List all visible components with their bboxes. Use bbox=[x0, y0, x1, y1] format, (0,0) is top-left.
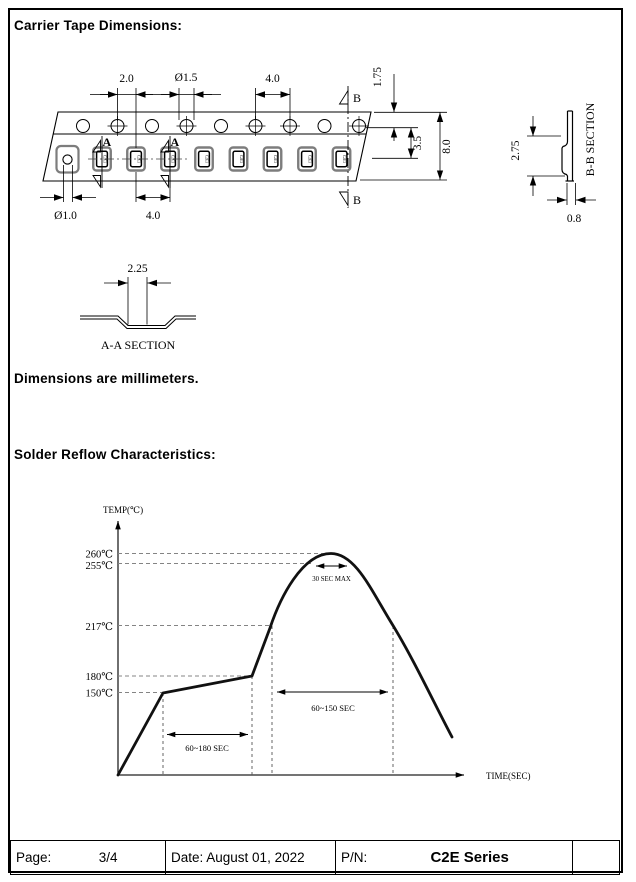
y-tick-labels bbox=[86, 550, 114, 700]
chip-marking: C2E3 bbox=[170, 154, 175, 164]
bb-section-view bbox=[562, 111, 574, 181]
dim-3.5: 3.5 bbox=[412, 135, 424, 151]
carrier-tape-drawing bbox=[0, 50, 636, 240]
pn-value: C2E Series bbox=[430, 849, 509, 866]
chip-marking: C2E3 bbox=[307, 154, 312, 164]
heading-solder-reflow: Solder Reflow Characteristics: bbox=[14, 447, 216, 462]
aa-section-label: A-A SECTION bbox=[100, 338, 176, 352]
aa-section-tape-profile bbox=[80, 316, 196, 329]
annotation-30-sec-max: 30 SEC MAX bbox=[312, 576, 351, 583]
footer-table bbox=[10, 840, 620, 875]
sprocket-hole bbox=[318, 120, 331, 133]
sprocket-hole bbox=[77, 120, 90, 133]
dim-1.5-dia: Ø1.5 bbox=[174, 72, 198, 84]
dim-2.75: 2.75 bbox=[510, 140, 522, 161]
pn-label: P/N: bbox=[341, 850, 368, 865]
section-b-letter: B bbox=[353, 91, 362, 105]
dim-0.8: 0.8 bbox=[566, 213, 582, 225]
chip-marking: C2E3 bbox=[272, 154, 277, 164]
right-dimension-lines bbox=[360, 74, 447, 180]
locating-hole-pocket bbox=[57, 146, 79, 173]
x-axis-title: TIME(SEC) bbox=[486, 771, 531, 781]
footer-pn-cell bbox=[336, 841, 573, 874]
y-axis-title: TEMP(℃) bbox=[103, 505, 144, 515]
note-dimensions-millimeters: Dimensions are millimeters. bbox=[14, 371, 199, 386]
chip-marking: C2E3 bbox=[136, 154, 141, 164]
section-a-letter: A bbox=[102, 135, 112, 149]
sprocket-hole bbox=[146, 120, 159, 133]
reflow-profile-curve bbox=[118, 554, 452, 776]
footer-empty-cell bbox=[573, 841, 619, 874]
chart-axes bbox=[118, 521, 464, 775]
dim-1.75: 1.75 bbox=[372, 66, 384, 88]
annotation-arrows bbox=[167, 566, 388, 735]
tick-150: 150℃ bbox=[85, 688, 113, 700]
footer-page-cell bbox=[11, 841, 166, 874]
chip-marking: C2E3 bbox=[238, 154, 243, 164]
dim-2.0: 2.0 bbox=[119, 73, 134, 85]
dim-4.0-pocket-pitch: 4.0 bbox=[145, 210, 161, 222]
chip-marking: C2E3 bbox=[341, 154, 346, 164]
dim-1.0-dia: Ø1.0 bbox=[54, 210, 77, 222]
chip-marking: C2E3 bbox=[102, 154, 107, 164]
annotation-60-150-sec: 60~150 SEC bbox=[311, 703, 355, 713]
tick-260: 260℃ bbox=[85, 549, 113, 561]
aa-section-view bbox=[0, 250, 260, 360]
dim-8.0: 8.0 bbox=[441, 139, 453, 154]
section-a-letter: A bbox=[170, 135, 180, 149]
tick-217: 217℃ bbox=[85, 622, 113, 633]
aa-section-dimensions bbox=[104, 277, 171, 325]
sprocket-hole bbox=[215, 120, 228, 133]
dim-2.25: 2.25 bbox=[127, 263, 148, 275]
chip-marking: C2E3 bbox=[204, 154, 209, 164]
footer-date-cell bbox=[166, 841, 336, 874]
page-number: 3/4 bbox=[98, 850, 118, 865]
top-dimension-lines bbox=[90, 88, 290, 148]
date-value: Date: August 01, 2022 bbox=[171, 850, 305, 865]
tick-255: 255℃ bbox=[85, 561, 113, 572]
tick-180: 180℃ bbox=[85, 672, 113, 683]
bb-section-label: B-B SECTION bbox=[583, 102, 597, 177]
annotation-60-180-sec: 60~180 SEC bbox=[185, 743, 229, 753]
reflow-profile-chart bbox=[0, 490, 560, 790]
dim-4.0-sprocket-pitch: 4.0 bbox=[265, 73, 280, 85]
heading-carrier-tape-dimensions: Carrier Tape Dimensions: bbox=[14, 18, 183, 33]
section-b-letter: B bbox=[353, 193, 362, 207]
sprocket-holes-and-pockets bbox=[77, 116, 370, 171]
page-label: Page: bbox=[16, 850, 52, 865]
